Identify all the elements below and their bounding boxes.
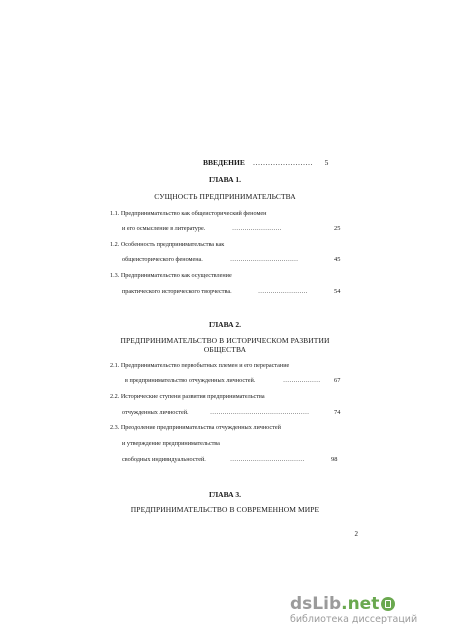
toc-2-1-line1: 2.1. Предпринимательство первобытных племен и его перерастание: [110, 362, 290, 369]
toc-1-1-page: 25: [334, 225, 341, 232]
toc-1-1-line1: 1.1. Предпринимательство как общеисторический феномен: [110, 210, 267, 217]
toc-2-3-line2: и утверждение предпринимательства: [122, 440, 220, 447]
watermark-brand-main: dsLib: [290, 594, 342, 614]
watermark: [290, 594, 440, 634]
watermark-logo: [290, 594, 395, 614]
toc-2-3-line1: 2.3. Преодоление предпринимательства отчужденных личностей: [110, 424, 281, 431]
toc-2-1-line2: в предпринимательство отчужденных личностей.: [125, 377, 256, 384]
toc-1-3-dots: ……………………: [258, 288, 308, 295]
toc-2-2-dots: …………………………………………: [210, 409, 309, 416]
toc-1-1-dots: ……………………: [232, 225, 282, 232]
toc-2-3-line3: свободных индивидуальностей.: [122, 456, 206, 463]
toc-2-1-dots: ………………: [283, 377, 321, 384]
toc-2-1-page: 67: [334, 377, 341, 384]
toc-1-3-page: 54: [334, 288, 341, 295]
chapter2-heading: ГЛАВА 2.: [208, 320, 242, 329]
toc-1-2-line2: общеисторического феномена.: [122, 256, 203, 263]
toc-1-3-line2: практического исторического творчества.: [122, 288, 232, 295]
toc-intro: [203, 158, 328, 167]
document-icon: [381, 597, 395, 611]
toc-2-2-page: 74: [334, 409, 341, 416]
watermark-tagline: библиотека диссертаций: [290, 614, 418, 625]
toc-2-3-page: 98: [331, 456, 338, 463]
toc-2-3-dots: ………………………………: [230, 456, 305, 463]
toc-1-2-page: 45: [334, 256, 341, 263]
toc-2-2-line2: отчужденных личностей.: [122, 409, 189, 416]
chapter2-title-line1: ПРЕДПРИНИМАТЕЛЬСТВО В ИСТОРИЧЕСКОМ РАЗВИТИИ: [120, 336, 330, 345]
intro-dots: ……………………: [252, 158, 313, 167]
intro-page: 5: [324, 158, 329, 167]
chapter1-heading: ГЛАВА 1.: [208, 175, 242, 184]
watermark-brand-tld: .net: [341, 594, 380, 614]
page-number: 2: [354, 530, 358, 538]
toc-1-3-line1: 1.3. Предпринимательство как осуществление: [110, 272, 232, 279]
chapter1-title: СУЩНОСТЬ ПРЕДПРИНИМАТЕЛЬСТВА: [154, 192, 296, 201]
chapter2-title-line2: ОБЩЕСТВА: [203, 345, 247, 354]
chapter3-title: ПРЕДПРИНИМАТЕЛЬСТВО В СОВРЕМЕННОМ МИРЕ: [130, 505, 320, 514]
chapter3-heading: ГЛАВА 3.: [208, 490, 242, 499]
intro-label: ВВЕДЕНИЕ: [203, 158, 245, 167]
toc-1-2-line1: 1.2. Особенность предпринимательства как: [110, 241, 225, 248]
toc-1-2-dots: ……………………………: [230, 256, 299, 263]
toc-2-2-line1: 2.2. Исторические ступени развития предпринимательства: [110, 393, 265, 400]
toc-1-1-line2: и его осмысление в литературе.: [122, 225, 206, 232]
